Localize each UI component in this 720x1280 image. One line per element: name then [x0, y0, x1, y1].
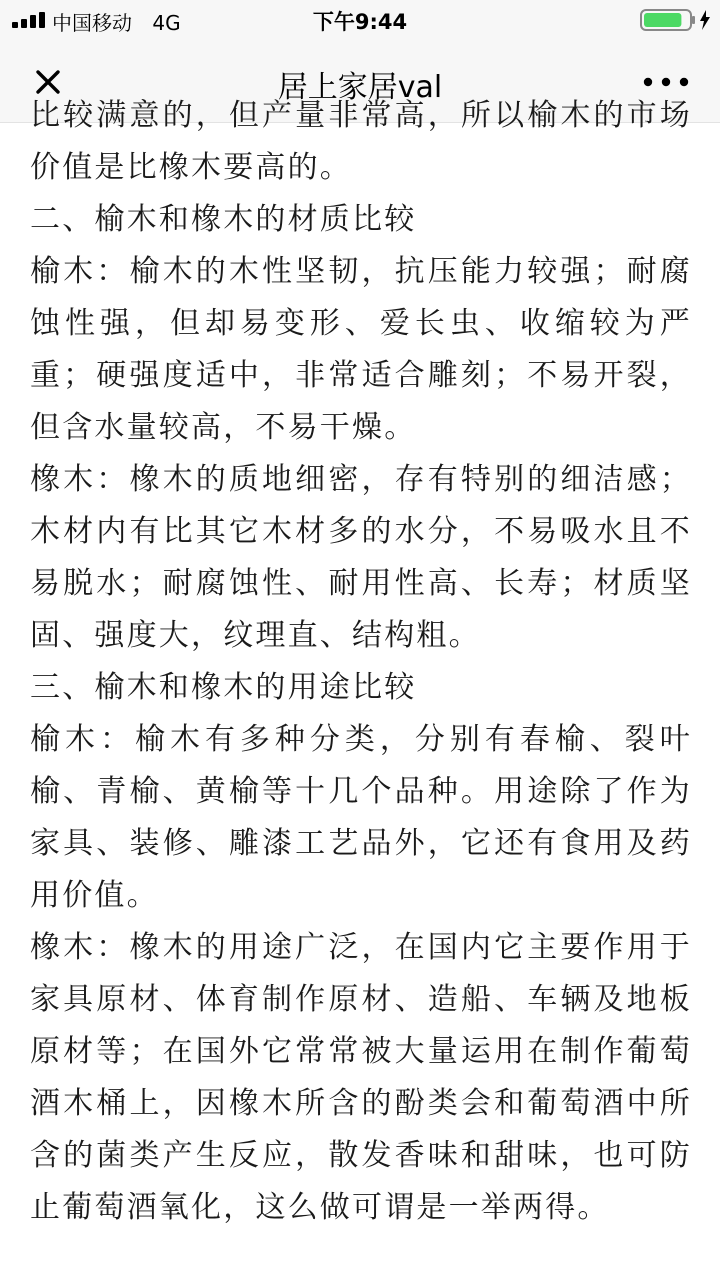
article-paragraph: 比较满意的，但产量非常高，所以榆木的市场价值是比橡木要高的。	[30, 98, 692, 185]
article-body	[30, 90, 692, 1234]
charging-icon	[700, 10, 710, 30]
clock: 下午9:44	[312, 10, 408, 34]
network-type: 4G	[152, 11, 181, 35]
carrier-label: 中国移动	[52, 11, 132, 35]
battery-icon	[640, 9, 712, 31]
article-paragraph: 榆木：榆木的木性坚韧，抗压能力较强；耐腐蚀性强，但却易变形、爱长虫、收缩较为严重；硬强度适中，非常适合雕刻；不易开裂，但含水量较高，不易干燥。	[30, 254, 692, 445]
article-paragraph: 榆木：榆木有多种分类，分别有春榆、裂叶榆、青榆、黄榆等十几个品种。用途除了作为家具、装修、雕漆工艺品外，它还有食用及药用价值。	[30, 722, 692, 913]
section-heading: 二、榆木和橡木的材质比较	[30, 202, 417, 237]
section-heading: 三、榆木和橡木的用途比较	[30, 670, 417, 705]
article-scroll-area[interactable]	[0, 98, 720, 1280]
page-title: 居上家居val	[277, 70, 443, 105]
status-bar	[0, 0, 720, 40]
article-paragraph: 橡木：橡木的用途广泛，在国内它主要作用于家具原材、体育制作原材、造船、车辆及地板原材等；在国外它常常被大量运用在制作葡萄酒木桶上，因橡木所含的酚类会和葡萄酒中所含的菌类产生反应，散发香味和甜味，也可防止葡萄酒氧化，这么做可谓是一举两得。	[30, 930, 692, 1225]
article-paragraph: 橡木：橡木的质地细密，存有特别的细洁感；木材内有比其它木材多的水分，不易吸水且不易脱水；耐腐蚀性、耐用性高、长寿；材质坚固、强度大，纹理直、结构粗。	[30, 462, 692, 653]
